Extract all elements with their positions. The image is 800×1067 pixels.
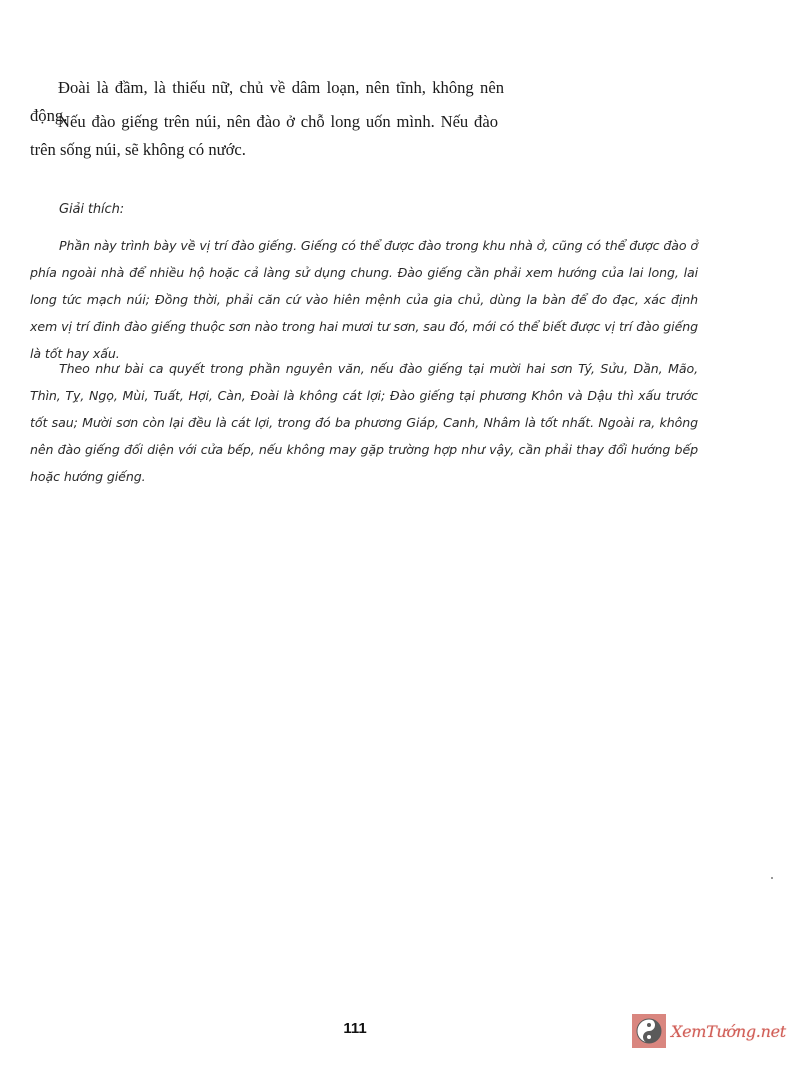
watermark-text: XemTướng.net: [671, 1021, 786, 1041]
yin-yang-icon: [632, 1014, 666, 1048]
original-paragraph-2: [30, 108, 498, 164]
commentary-heading: Giải thích:: [59, 202, 125, 217]
page-number: 111: [343, 1020, 367, 1037]
scan-speck: [771, 877, 773, 879]
commentary-paragraph-1: Phần này trình bày về vị trí đào giếng. Giếng có thể được đào trong khu nhà ở, cũng có thể được đào ở phía ngoài nhà để nhiều hộ hoặc cả làng sử dụng chung. Đào giếng cần phải xem hướng của lai long, lai long tức mạch núi; Đồng thời, phải căn cứ vào hiên mệnh của gia chủ, dùng la bàn để đo đạc, xác định xem vị trí đinh đào giếng thuộc sơn nào trong hai mươi tư sơn, sau đó, mới có thể biết được vị trí đào giếng là tốt hay xấu.: [30, 238, 698, 361]
original-paragraph-1-text: Đoài là đầm, là thiếu nữ, chủ về dâm loạn, nên tĩnh, không nên động.: [30, 78, 504, 125]
commentary-paragraph-2: Theo như bài ca quyết trong phần nguyên văn, nếu đào giếng tại mười hai sơn Tý, Sửu, Dần, Mão, Thìn, Tỵ, Ngọ, Mùi, Tuất, Hợi, Càn, Đoài là không cát lợi; Đào giếng tại phương Khôn và Dậu thì xấu trước tốt sau; Mười sơn còn lại đều là cát lợi, trong đó ba phương Giáp, Canh, Nhâm là tốt nhất. Ngoài ra, không nên đào giếng đối diện với cửa bếp, nếu không may gặp trường hợp như vậy, cần phải thay đổi hướng bếp hoặc hướng giếng.: [30, 361, 698, 484]
original-paragraph-2-text: Nếu đào giếng trên núi, nên đào ở chỗ long uốn mình. Nếu đào trên sống núi, sẽ không có nước.: [30, 112, 498, 159]
watermark: [632, 1012, 792, 1050]
